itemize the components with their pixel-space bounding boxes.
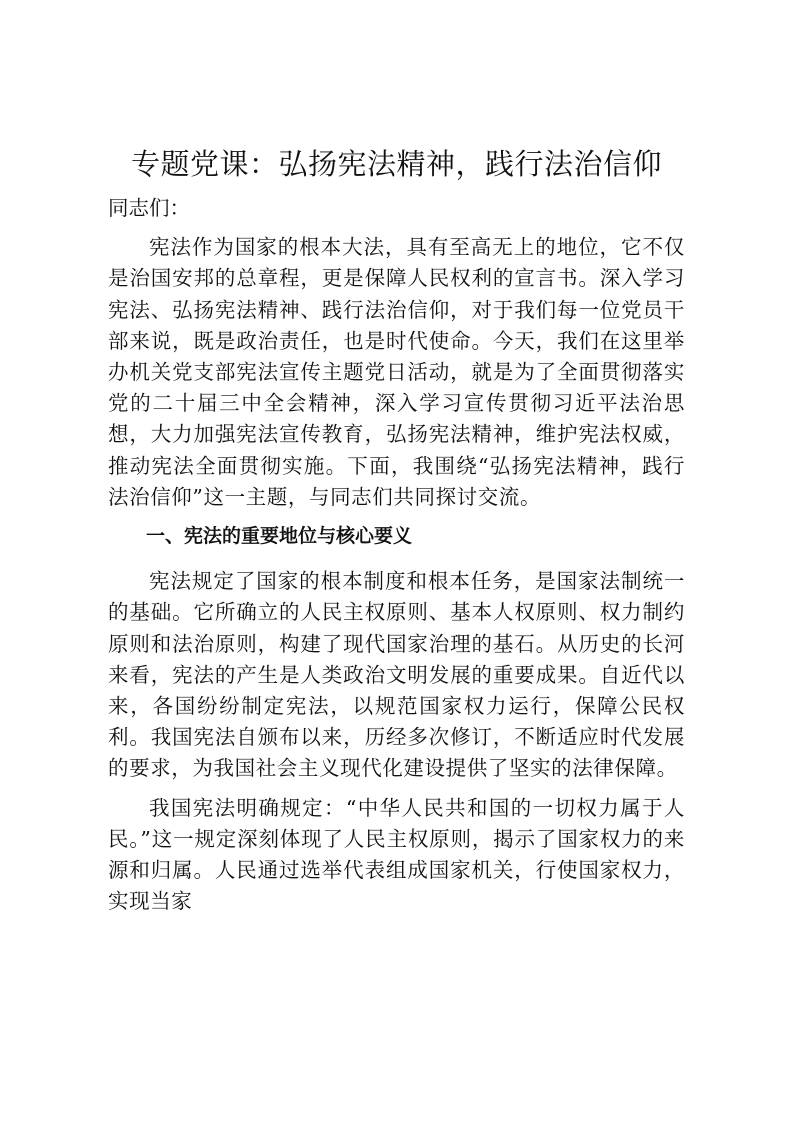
section-1-paragraph-1: 宪法规定了国家的根本制度和根本任务，是国家法制统一的基础。它所确立的人民主权原则、基本人权原则、权力制约原则和法治原则，构建了现代国家治理的基石。从历史的长河来看，宪法的产生是人类政治文明发展的重要成果。自近代以来，各国纷纷制定宪法，以规范国家权力运行，保障公民权利。我国宪法自颁布以来，历经多次修订，不断适应时代发展的要求，为我国社会主义现代化建设提供了坚实的法律保障。: [108, 569, 685, 781]
salutation: 同志们：: [108, 196, 190, 220]
intro-paragraph: 宪法作为国家的根本大法，具有至高无上的地位，它不仅是治国安邦的总章程，更是保障人民权利的宣言书。深入学习宪法、弘扬宪法精神、践行法治信仰，对于我们每一位党员干部来说，既是政治责任，也是时代使命。今天，我们在这里举办机关党支部宪法宣传主题党日活动，就是为了全面贯彻落实党的二十届三中全会精神，深入学习宣传贯彻习近平法治思想，大力加强宪法宣传教育，弘扬宪法精神，维护宪法权威，推动宪法全面贯彻实施。下面，我围绕“弘扬宪法精神，践行法治信仰”这一主题，与同志们共同探讨交流。: [108, 235, 685, 509]
section-1-paragraph-2: 我国宪法明确规定：“中华人民共和国的一切权力属于人民。”这一规定深刻体现了人民主权原则，揭示了国家权力的来源和归属。人民通过选举代表组成国家机关，行使国家权力，实现当家: [108, 795, 685, 914]
document-title: 专题党课：弘扬宪法精神，践行法治信仰: [130, 147, 662, 181]
document-body: [108, 193, 685, 917]
section-1-heading: 一、宪法的重要地位与核心要义: [146, 525, 413, 548]
